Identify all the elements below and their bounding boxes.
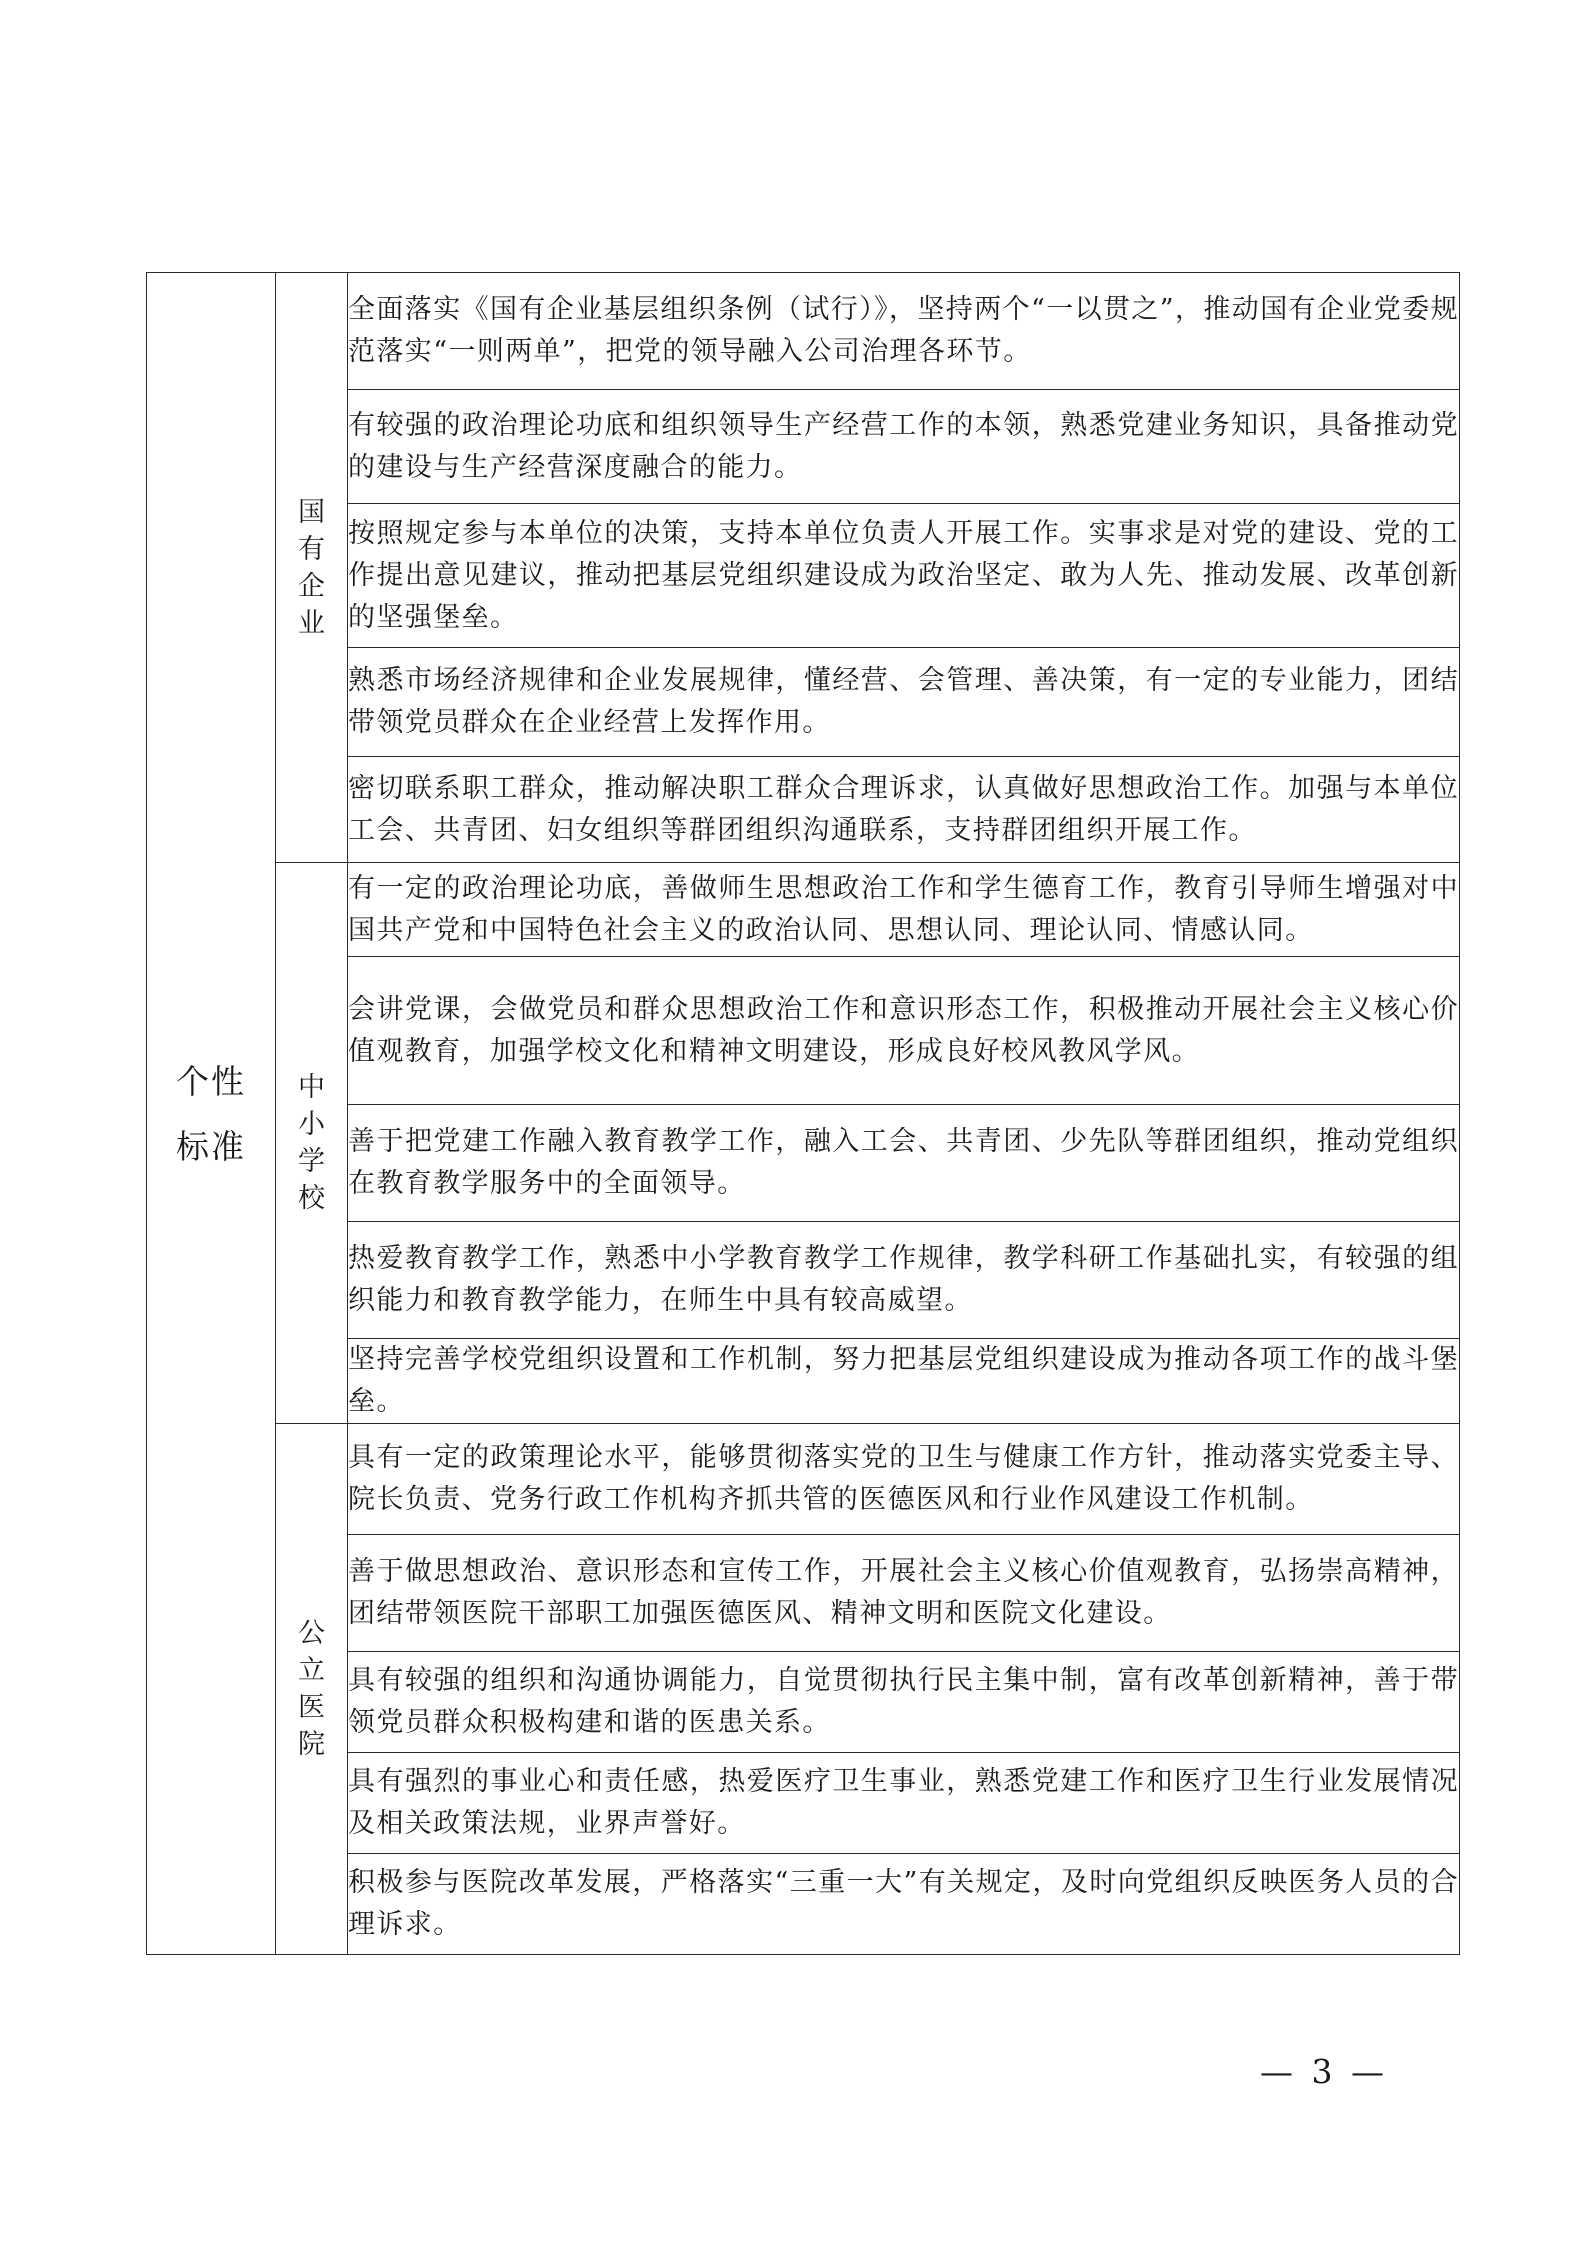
standard-item: 全面落实《国有企业基层组织条例（试行）》，坚持两个“一以贯之”，推动国有企业党委规范落实“一则两单”，把党的领导融入公司治理各环节。	[348, 273, 1460, 390]
section-label-state-enterprise	[276, 273, 348, 863]
table-row	[147, 863, 1460, 957]
section-label-char: 企	[298, 570, 325, 602]
table-row	[147, 273, 1460, 390]
standard-item: 善于把党建工作融入教育教学工作，融入工会、共青团、少先队等群团组织，推动党组织在教育教学服务中的全面领导。	[348, 1105, 1460, 1222]
table-row	[147, 1424, 1460, 1535]
standard-item: 有较强的政治理论功底和组织领导生产经营工作的本领，熟悉党建业务知识，具备推动党的建设与生产经营深度融合的能力。	[348, 390, 1460, 504]
standard-item: 有一定的政治理论功底，善做师生思想政治工作和学生德育工作，教育引导师生增强对中国共产党和中国特色社会主义的政治认同、思想认同、理论认同、情感认同。	[348, 863, 1460, 957]
section-label-char: 立	[298, 1655, 325, 1686]
section-label-char: 公	[298, 1618, 325, 1649]
standard-item: 积极参与医院改革发展，严格落实“三重一大”有关规定，及时向党组织反映医务人员的合理诉求。	[348, 1854, 1460, 1955]
main-category-line: 标准	[176, 1126, 246, 1166]
standard-item: 会讲党课，会做党员和群众思想政治工作和意识形态工作，积极推动开展社会主义核心价值观教育，加强学校文化和精神文明建设，形成良好校风教风学风。	[348, 957, 1460, 1105]
main-category-line: 个性	[176, 1061, 246, 1101]
standards-table	[146, 272, 1460, 1955]
standard-item: 熟悉市场经济规律和企业发展规律，懂经营、会管理、善决策，有一定的专业能力，团结带领党员群众在企业经营上发挥作用。	[348, 648, 1460, 757]
standard-item: 按照规定参与本单位的决策，支持本单位负责人开展工作。实事求是对党的建设、党的工作提出意见建议，推动把基层党组织建设成为政治坚定、敢为人先、推动发展、改革创新的坚强堡垒。	[348, 504, 1460, 648]
standard-item: 具有强烈的事业心和责任感，热爱医疗卫生事业，熟悉党建工作和医疗卫生行业发展情况及相关政策法规，业界声誉好。	[348, 1753, 1460, 1854]
section-label-char: 业	[298, 607, 325, 639]
section-label-char: 小	[298, 1109, 325, 1140]
section-label-char: 中	[298, 1072, 325, 1103]
page-number: — 3 —	[1260, 2052, 1388, 2091]
section-label-char: 有	[298, 533, 325, 565]
main-category-cell	[147, 273, 276, 1955]
section-label-char: 医	[298, 1692, 325, 1723]
section-label-char: 学	[298, 1146, 325, 1177]
standard-item: 密切联系职工群众，推动解决职工群众合理诉求，认真做好思想政治工作。加强与本单位工会、共青团、妇女组织等群团组织沟通联系，支持群团组织开展工作。	[348, 757, 1460, 863]
section-label-primary-secondary-school	[276, 863, 348, 1424]
section-label-char: 院	[298, 1729, 325, 1760]
standard-item: 具有一定的政策理论水平，能够贯彻落实党的卫生与健康工作方针，推动落实党委主导、院长负责、党务行政工作机构齐抓共管的医德医风和行业作风建设工作机制。	[348, 1424, 1460, 1535]
section-label-char: 校	[298, 1183, 325, 1214]
standard-item: 热爱教育教学工作，熟悉中小学教育教学工作规律，教学科研工作基础扎实，有较强的组织能力和教育教学能力，在师生中具有较高威望。	[348, 1222, 1460, 1339]
section-label-public-hospital	[276, 1424, 348, 1955]
standard-item: 坚持完善学校党组织设置和工作机制，努力把基层党组织建设成为推动各项工作的战斗堡垒。	[348, 1339, 1460, 1424]
standard-item: 具有较强的组织和沟通协调能力，自觉贯彻执行民主集中制，富有改革创新精神，善于带领党员群众积极构建和谐的医患关系。	[348, 1652, 1460, 1753]
section-label-char: 国	[298, 496, 325, 528]
standard-item: 善于做思想政治、意识形态和宣传工作，开展社会主义核心价值观教育，弘扬崇高精神，团结带领医院干部职工加强医德医风、精神文明和医院文化建设。	[348, 1535, 1460, 1652]
